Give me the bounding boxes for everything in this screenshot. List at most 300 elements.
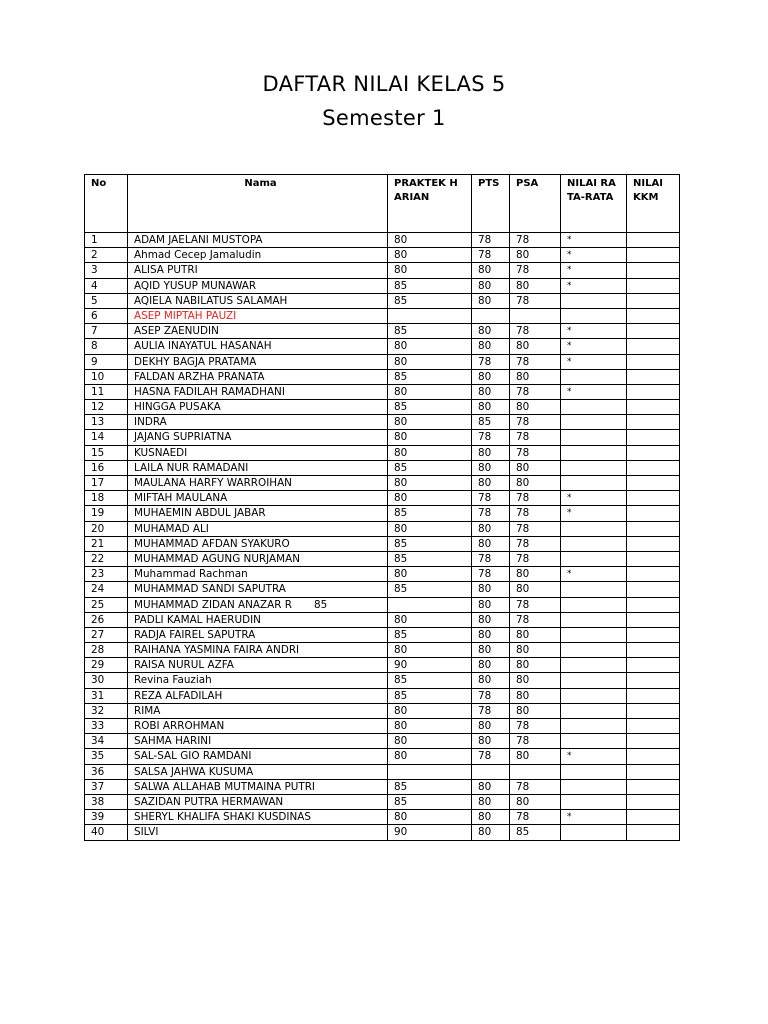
cell-pts [472, 749, 510, 764]
cell-no-text: 16 [91, 461, 105, 474]
header-no: No [85, 175, 128, 233]
cell-nilai-rata-text: * [567, 235, 572, 245]
cell-no [85, 597, 128, 612]
cell-nama-text: RADJA FAIREL SAPUTRA [134, 628, 256, 641]
cell-nama [128, 278, 388, 293]
cell-pts-text: 80 [478, 340, 492, 353]
cell-nilai-kkm [627, 764, 680, 779]
cell-nama [128, 673, 388, 688]
cell-pts [472, 536, 510, 551]
cell-pts-text: 80 [478, 598, 492, 611]
cell-nama [128, 430, 388, 445]
cell-praktek-text: 90 [394, 826, 408, 839]
cell-nama-text: MAULANA HARFY WARROIHAN [134, 477, 292, 489]
cell-psa [510, 308, 561, 323]
cell-nilai-kkm [627, 810, 680, 825]
cell-pts-text: 80 [478, 735, 492, 748]
cell-nilai-rata [561, 612, 627, 627]
cell-psa [510, 293, 561, 308]
cell-no [85, 551, 128, 566]
table-row [85, 779, 680, 794]
cell-nama [128, 627, 388, 642]
cell-praktek [388, 460, 472, 475]
table-header-row [85, 175, 680, 233]
cell-no-text: 5 [91, 294, 98, 307]
table-row [85, 643, 680, 658]
cell-nilai-kkm [627, 567, 680, 582]
cell-nilai-rata [561, 308, 627, 323]
cell-nilai-rata [561, 248, 627, 263]
cell-pts [472, 415, 510, 430]
table-row [85, 369, 680, 384]
cell-nama [128, 324, 388, 339]
cell-pts-text: 78 [478, 355, 492, 368]
cell-pts [472, 764, 510, 779]
cell-praktek [388, 612, 472, 627]
cell-praktek-text: 85 [394, 537, 408, 550]
cell-praktek-text: 85 [394, 552, 408, 565]
cell-pts [472, 248, 510, 263]
cell-psa [510, 612, 561, 627]
cell-nilai-kkm [627, 278, 680, 293]
cell-psa-text: 80 [516, 461, 530, 474]
cell-nilai-rata [561, 536, 627, 551]
cell-psa [510, 248, 561, 263]
cell-nilai-rata-text: * [567, 386, 572, 397]
table-row [85, 415, 680, 430]
cell-praktek [388, 263, 472, 278]
cell-pts [472, 308, 510, 323]
cell-praktek-text: 80 [394, 720, 408, 732]
cell-nama-text: AULIA INAYATUL HASANAH [134, 340, 272, 353]
cell-psa-text: 78 [516, 613, 530, 626]
cell-nilai-kkm [627, 491, 680, 506]
cell-no [85, 278, 128, 293]
cell-psa [510, 719, 561, 734]
cell-nilai-rata [561, 339, 627, 354]
cell-praktek-text: 85 [394, 294, 408, 307]
cell-nilai-rata [561, 794, 627, 809]
cell-nama-text: MUHAMMAD AFDAN SYAKURO [134, 537, 290, 550]
cell-praktek [388, 627, 472, 642]
cell-pts-text: 85 [478, 416, 492, 429]
cell-nilai-kkm [627, 476, 680, 491]
cell-nilai-kkm [627, 293, 680, 308]
cell-psa [510, 703, 561, 718]
cell-praktek-text: 90 [394, 659, 408, 672]
cell-nama-text: MUHAMMAD AGUNG NURJAMAN [134, 552, 300, 565]
cell-pts [472, 688, 510, 703]
cell-nilai-rata [561, 703, 627, 718]
cell-no-text: 34 [91, 735, 105, 748]
cell-nilai-kkm [627, 779, 680, 794]
cell-pts-text: 80 [478, 461, 492, 474]
cell-no [85, 384, 128, 399]
cell-psa-text: 78 [516, 552, 530, 565]
table-row [85, 673, 680, 688]
cell-nilai-rata [561, 597, 627, 612]
cell-pts [472, 779, 510, 794]
cell-nama [128, 354, 388, 369]
cell-praktek [388, 415, 472, 430]
cell-pts [472, 339, 510, 354]
cell-pts [472, 233, 510, 248]
table-row [85, 734, 680, 749]
cell-psa-text: 78 [516, 385, 530, 398]
cell-nilai-rata [561, 749, 627, 764]
cell-nama-text: RAISA NURUL AZFA [134, 659, 234, 672]
cell-psa-text: 80 [516, 628, 530, 641]
cell-praktek [388, 673, 472, 688]
cell-pts [472, 673, 510, 688]
table-row [85, 612, 680, 627]
cell-nama-text: ROBI ARROHMAN [134, 720, 225, 732]
cell-psa [510, 779, 561, 794]
grades-table [84, 174, 680, 841]
cell-praktek [388, 719, 472, 734]
cell-nilai-rata-text: * [567, 265, 572, 276]
cell-psa [510, 506, 561, 521]
cell-psa-text: 80 [516, 644, 530, 657]
cell-praktek [388, 506, 472, 521]
cell-no [85, 339, 128, 354]
header-psa: PSA [510, 175, 561, 233]
cell-psa-text: 80 [516, 249, 530, 262]
cell-psa [510, 551, 561, 566]
cell-nilai-rata [561, 658, 627, 673]
cell-no-text: 2 [91, 249, 98, 262]
cell-nilai-kkm [627, 719, 680, 734]
cell-nama-text: ASEP MIPTAH PAUZI [134, 309, 237, 322]
cell-nilai-kkm [627, 597, 680, 612]
cell-pts [472, 400, 510, 415]
table-row [85, 825, 680, 840]
cell-praktek-text: 80 [394, 340, 408, 353]
cell-no [85, 415, 128, 430]
cell-no-text: 13 [91, 416, 105, 429]
cell-nilai-rata-text: * [567, 341, 572, 352]
cell-pts-text: 80 [478, 325, 492, 338]
cell-nilai-kkm [627, 460, 680, 475]
cell-pts [472, 551, 510, 566]
cell-nilai-rata [561, 643, 627, 658]
cell-praktek [388, 491, 472, 506]
table-row [85, 430, 680, 445]
cell-psa-text: 85 [516, 826, 530, 839]
cell-no-text: 11 [91, 385, 105, 398]
cell-no-text: 21 [91, 537, 105, 550]
cell-praktek-text: 85 [394, 370, 408, 383]
cell-praktek-text: 85 [394, 279, 408, 292]
cell-nama-text: ASEP ZAENUDIN [134, 325, 219, 338]
cell-nilai-kkm [627, 825, 680, 840]
cell-pts [472, 643, 510, 658]
cell-psa [510, 445, 561, 460]
cell-nama [128, 658, 388, 673]
cell-nama-text: SALSA JAHWA KUSUMA [134, 765, 254, 778]
table-body [85, 233, 680, 841]
cell-praktek [388, 749, 472, 764]
cell-nilai-rata-text: * [567, 508, 572, 519]
cell-praktek [388, 688, 472, 703]
cell-psa [510, 734, 561, 749]
cell-pts [472, 460, 510, 475]
cell-psa-text: 78 [516, 492, 530, 505]
cell-nilai-kkm [627, 308, 680, 323]
cell-pts-text: 80 [478, 659, 492, 672]
cell-pts [472, 369, 510, 384]
cell-praktek [388, 430, 472, 445]
cell-psa-text: 80 [516, 659, 530, 672]
cell-psa [510, 567, 561, 582]
cell-nama-text: SILVI [134, 826, 159, 839]
cell-no-text: 6 [91, 309, 98, 322]
cell-praktek [388, 308, 472, 323]
cell-praktek [388, 521, 472, 536]
cell-no [85, 445, 128, 460]
cell-pts-text: 80 [478, 795, 492, 808]
cell-psa [510, 354, 561, 369]
cell-no [85, 536, 128, 551]
cell-nilai-kkm [627, 248, 680, 263]
cell-psa-text: 78 [516, 294, 530, 307]
cell-praktek [388, 293, 472, 308]
cell-psa-text: 78 [516, 537, 530, 550]
table-row [85, 764, 680, 779]
cell-praktek-text: 80 [394, 234, 408, 246]
table-row [85, 506, 680, 521]
cell-pts [472, 658, 510, 673]
cell-no-text: 22 [91, 552, 105, 565]
cell-psa-text: 78 [516, 325, 530, 338]
cell-pts [472, 324, 510, 339]
cell-praktek-text: 80 [394, 735, 408, 748]
cell-nama [128, 248, 388, 263]
header-nilai-kkm: NILAI KKM [627, 175, 680, 233]
cell-praktek-text: 85 [394, 689, 408, 702]
cell-pts-text: 78 [478, 552, 492, 565]
cell-psa-text: 78 [516, 522, 530, 535]
cell-nilai-rata [561, 233, 627, 248]
cell-no-text: 4 [91, 279, 98, 292]
cell-nama [128, 551, 388, 566]
cell-praktek [388, 825, 472, 840]
cell-nilai-rata [561, 491, 627, 506]
cell-nama [128, 415, 388, 430]
cell-nilai-rata [561, 779, 627, 794]
cell-nilai-kkm [627, 627, 680, 642]
table-row [85, 460, 680, 475]
cell-pts-text: 80 [478, 826, 492, 839]
cell-pts-text: 80 [478, 446, 492, 459]
cell-nama [128, 521, 388, 536]
cell-nama-text: PADLI KAMAL HAERUDIN [134, 613, 261, 626]
cell-praktek [388, 794, 472, 809]
cell-pts-text: 80 [478, 264, 492, 277]
cell-psa-text: 78 [516, 355, 530, 368]
cell-praktek [388, 445, 472, 460]
cell-nama-text: Revina Fauziah [134, 674, 212, 687]
cell-psa-text: 80 [516, 401, 530, 414]
table-row [85, 521, 680, 536]
cell-praktek-text: 80 [394, 355, 408, 368]
cell-nama-text: SAZIDAN PUTRA HERMAWAN [134, 795, 284, 808]
cell-praktek-text: 80 [394, 385, 408, 398]
cell-psa [510, 794, 561, 809]
cell-nama [128, 263, 388, 278]
cell-no [85, 521, 128, 536]
cell-praktek-text: 80 [394, 416, 408, 429]
cell-nama [128, 293, 388, 308]
cell-no-text: 29 [91, 659, 105, 672]
cell-nama [128, 536, 388, 551]
cell-nilai-kkm [627, 658, 680, 673]
cell-praktek [388, 658, 472, 673]
cell-praktek [388, 551, 472, 566]
cell-nama-text: SAL-SAL GIO RAMDANI [134, 750, 252, 763]
cell-nama [128, 612, 388, 627]
cell-praktek [388, 734, 472, 749]
cell-psa [510, 597, 561, 612]
cell-no [85, 263, 128, 278]
table-row [85, 810, 680, 825]
cell-nama [128, 582, 388, 597]
cell-psa-text: 78 [516, 416, 530, 429]
cell-psa [510, 400, 561, 415]
cell-praktek-text: 80 [394, 264, 408, 277]
cell-praktek-text: 80 [394, 446, 408, 459]
cell-psa [510, 825, 561, 840]
cell-psa [510, 658, 561, 673]
table-row [85, 233, 680, 248]
cell-praktek [388, 248, 472, 263]
cell-nilai-kkm [627, 749, 680, 764]
cell-nama-text: REZA ALFADILAH [134, 689, 223, 702]
cell-nilai-rata [561, 506, 627, 521]
cell-nama [128, 339, 388, 354]
cell-nama [128, 779, 388, 794]
cell-psa-text: 78 [516, 598, 530, 611]
header-pts: PTS [472, 175, 510, 233]
cell-psa-text: 78 [516, 780, 530, 793]
cell-nama [128, 445, 388, 460]
cell-no-text: 31 [91, 689, 105, 702]
cell-nama-text: DEKHY BAGJA PRATAMA [134, 355, 257, 368]
cell-nilai-kkm [627, 582, 680, 597]
cell-praktek-text: 80 [394, 568, 408, 581]
cell-no-text: 15 [91, 446, 105, 459]
cell-no [85, 476, 128, 491]
cell-praktek-text: 80 [394, 249, 408, 262]
cell-psa-text: 78 [516, 234, 530, 246]
cell-nilai-kkm [627, 734, 680, 749]
cell-psa [510, 764, 561, 779]
cell-nilai-rata [561, 263, 627, 278]
table-row [85, 551, 680, 566]
cell-no-text: 12 [91, 401, 105, 414]
cell-no-text: 24 [91, 583, 105, 596]
cell-no [85, 369, 128, 384]
cell-no-text: 37 [91, 780, 105, 793]
cell-nama [128, 597, 388, 612]
cell-nilai-rata [561, 354, 627, 369]
cell-no [85, 354, 128, 369]
cell-praktek [388, 764, 472, 779]
cell-nama-text: KUSNAEDI [134, 446, 188, 459]
cell-pts [472, 293, 510, 308]
cell-nilai-kkm [627, 688, 680, 703]
cell-nilai-rata-text: * [567, 569, 572, 580]
cell-pts-text: 80 [478, 780, 492, 793]
cell-no-text: 8 [91, 340, 98, 353]
cell-psa [510, 810, 561, 825]
cell-pts [472, 506, 510, 521]
cell-nilai-rata [561, 719, 627, 734]
cell-nilai-rata [561, 369, 627, 384]
cell-pts [472, 810, 510, 825]
cell-pts-text: 80 [478, 674, 492, 687]
cell-pts [472, 354, 510, 369]
cell-praktek-text: 80 [394, 750, 408, 763]
cell-praktek [388, 278, 472, 293]
cell-pts-text: 78 [478, 431, 492, 444]
cell-nama-text: JAJANG SUPRIATNA [134, 431, 232, 444]
cell-psa [510, 278, 561, 293]
cell-pts [472, 384, 510, 399]
cell-nilai-kkm [627, 536, 680, 551]
cell-nama [128, 506, 388, 521]
cell-no-text: 33 [91, 720, 105, 732]
cell-praktek [388, 810, 472, 825]
cell-nama-text: HASNA FADILAH RAMADHANI [134, 385, 285, 398]
cell-praktek-text: 80 [394, 613, 408, 626]
cell-psa [510, 688, 561, 703]
table-row [85, 248, 680, 263]
cell-psa-text: 78 [516, 446, 530, 459]
cell-psa-text: 80 [516, 370, 530, 383]
cell-praktek-text: 85 [394, 401, 408, 414]
table-row [85, 703, 680, 718]
cell-pts [472, 445, 510, 460]
document-subtitle: Semester 1 [322, 106, 446, 130]
cell-pts-text: 78 [478, 234, 492, 246]
cell-no-text: 19 [91, 507, 105, 520]
cell-pts-text: 80 [478, 644, 492, 657]
cell-nama [128, 825, 388, 840]
cell-praktek-text: 80 [394, 522, 408, 535]
cell-no [85, 627, 128, 642]
cell-no [85, 825, 128, 840]
cell-psa [510, 369, 561, 384]
cell-pts-text: 80 [478, 370, 492, 383]
table-row [85, 476, 680, 491]
cell-praktek-text: 80 [394, 811, 408, 824]
cell-nama-text: AQID YUSUP MUNAWAR [134, 279, 257, 292]
cell-no [85, 794, 128, 809]
header-nilai-rata: NILAI RA TA-RATA [561, 175, 627, 233]
table-row [85, 339, 680, 354]
cell-nilai-kkm [627, 339, 680, 354]
cell-praktek [388, 779, 472, 794]
cell-no [85, 658, 128, 673]
cell-nama-text: ADAM JAELANI MUSTOPA [134, 234, 263, 246]
cell-praktek [388, 597, 472, 612]
cell-psa-text: 78 [516, 720, 530, 732]
cell-no [85, 688, 128, 703]
cell-nilai-rata [561, 567, 627, 582]
cell-no [85, 643, 128, 658]
cell-no-text: 1 [91, 234, 98, 246]
